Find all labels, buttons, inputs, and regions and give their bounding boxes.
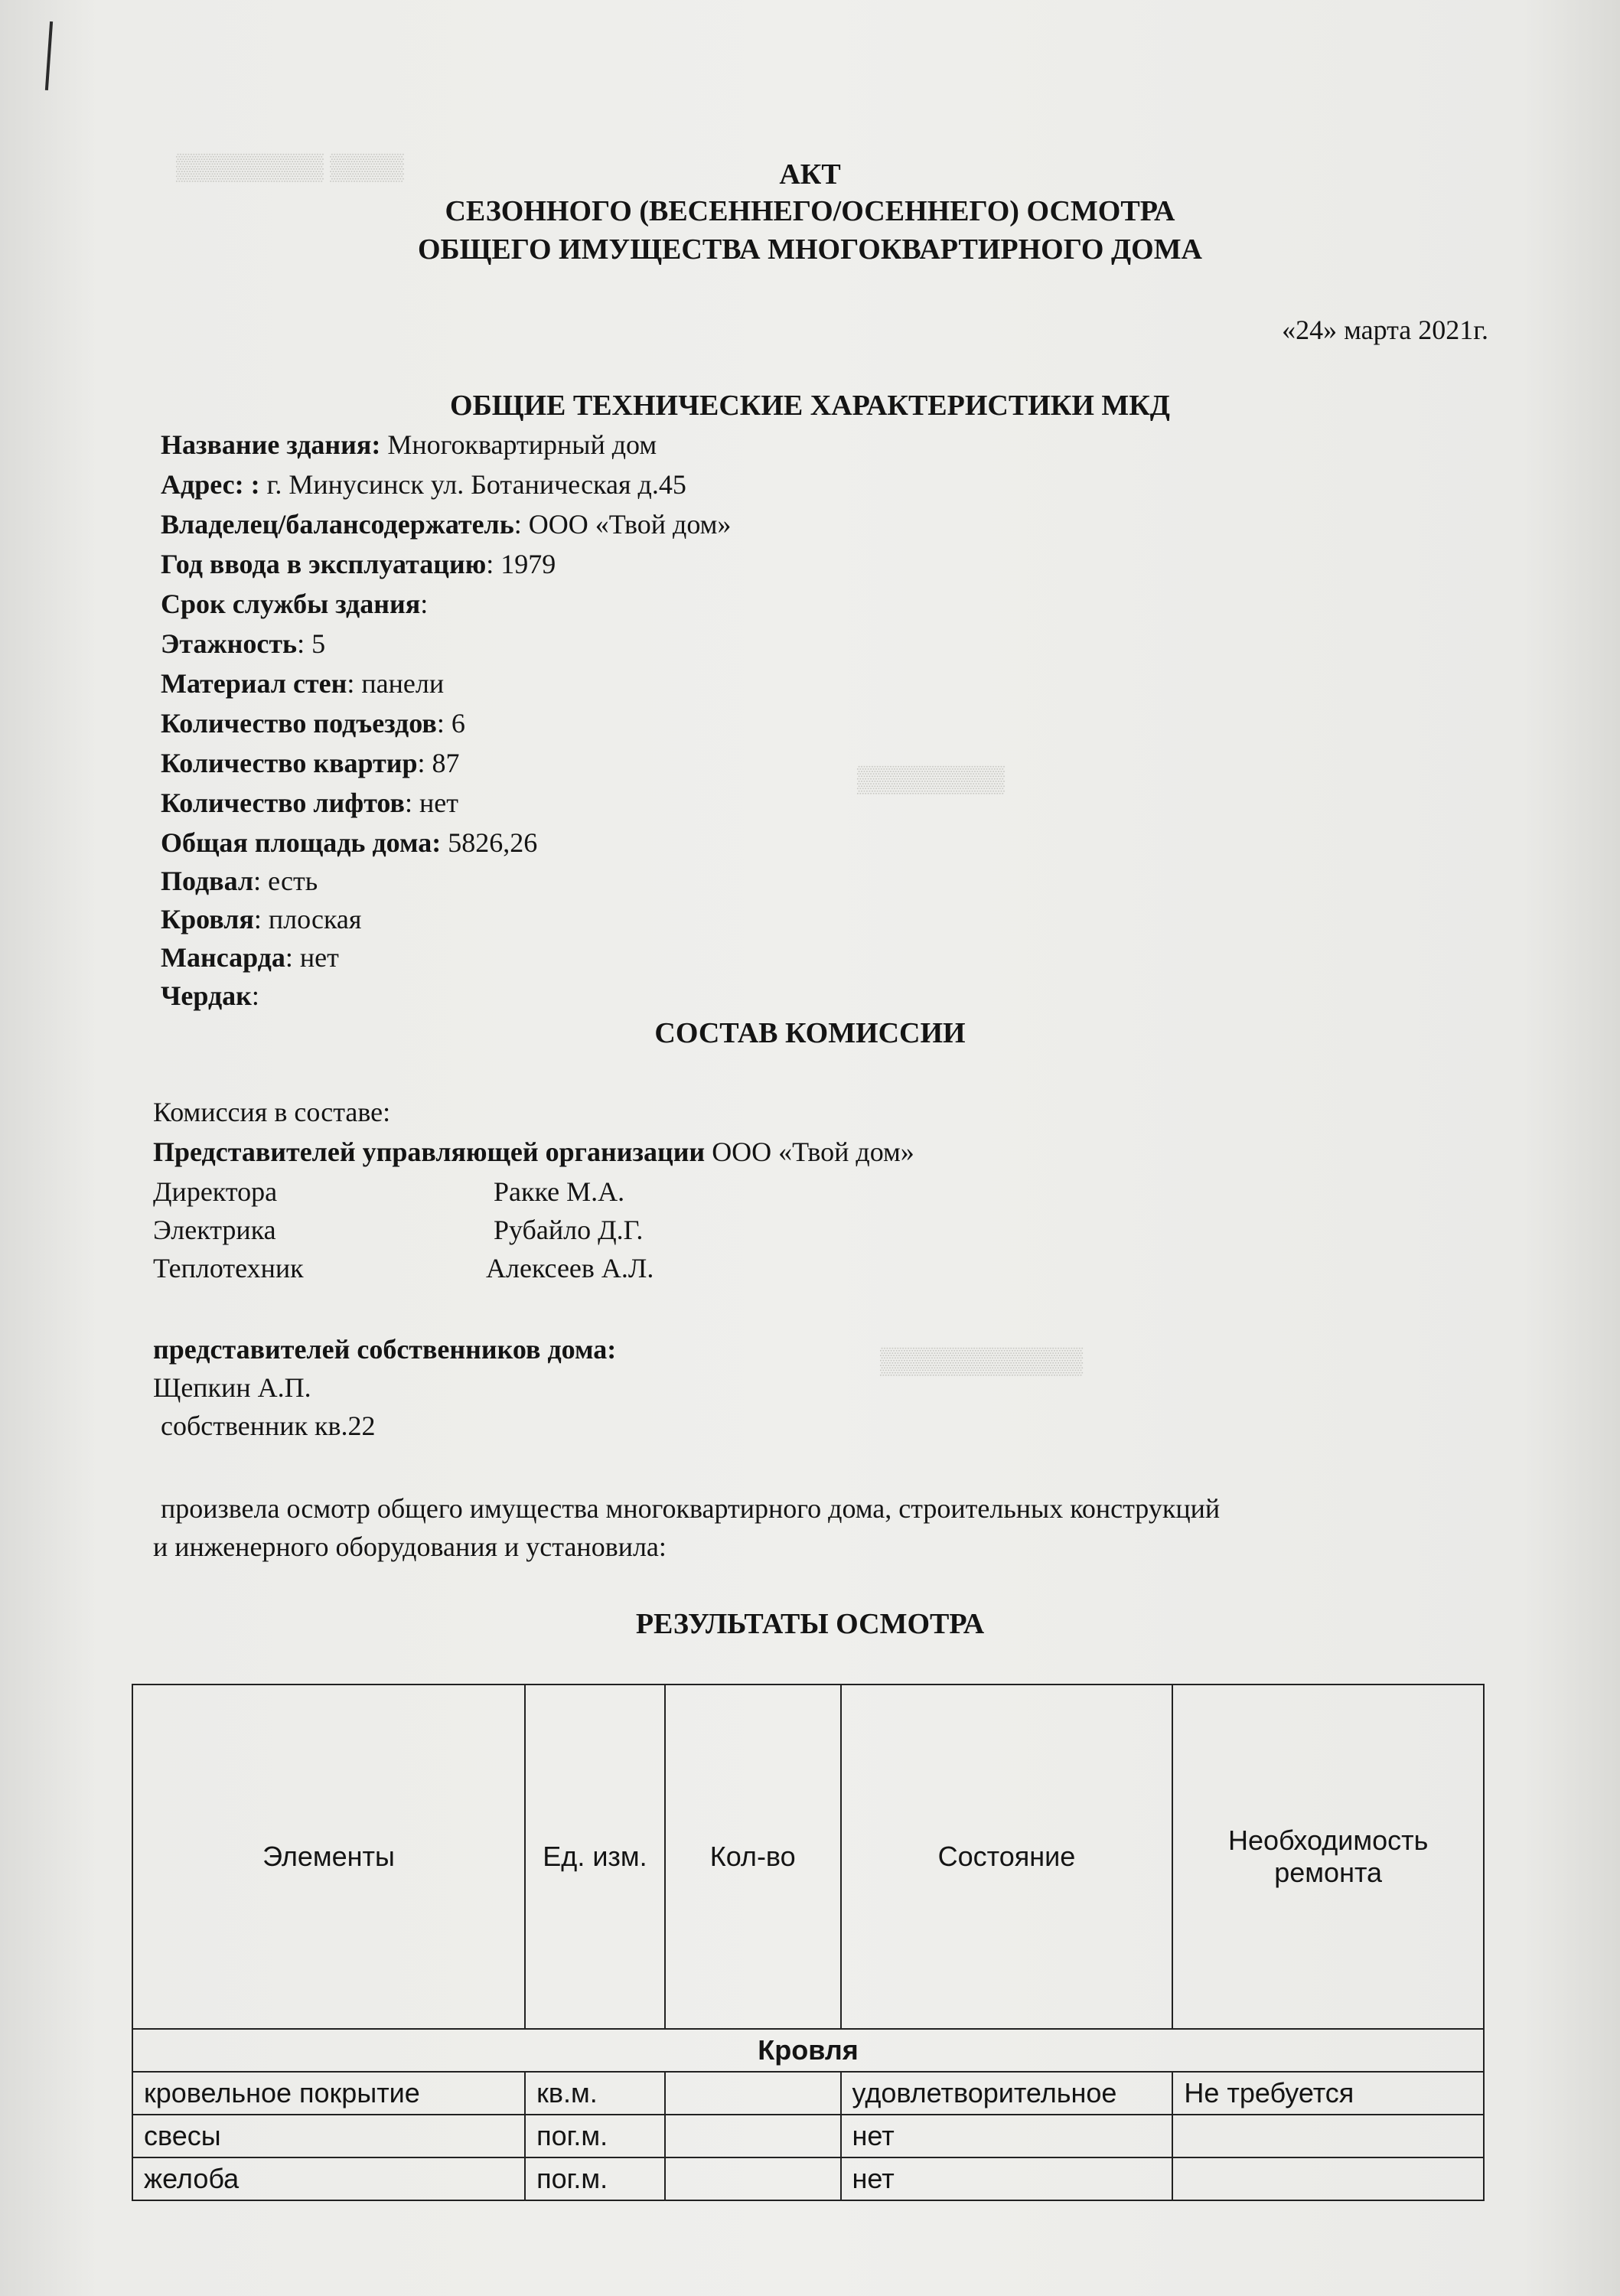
char-basement: Подвал: есть bbox=[161, 866, 318, 896]
member-role: Электрика bbox=[153, 1215, 276, 1245]
show-through: ▒▒▒▒▒▒▒▒▒▒▒ bbox=[880, 1347, 1083, 1375]
title-line-2: ОБЩЕГО ИМУЩЕСТВА МНОГОКВАРТИРНОГО ДОМА bbox=[417, 233, 1203, 266]
table-cell: нет bbox=[841, 2115, 1173, 2157]
char-owner: Владелец/балансодержатель: ООО «Твой дом» bbox=[161, 509, 732, 540]
show-through: ▒▒▒▒▒▒▒▒ ▒▒▒▒ bbox=[176, 153, 404, 181]
owner-name: Щепкин А.П. bbox=[153, 1372, 311, 1403]
table-cell: удовлетворительное bbox=[841, 2072, 1173, 2115]
table-header-row bbox=[132, 1684, 1484, 2029]
results-table bbox=[132, 1684, 1485, 2201]
commission-intro: Комиссия в составе: bbox=[153, 1097, 391, 1127]
char-year: Год ввода в эксплуатацию: 1979 bbox=[161, 549, 556, 579]
owner-apartment: собственник кв.22 bbox=[161, 1411, 376, 1441]
char-wall-material: Материал стен: панели bbox=[161, 668, 445, 699]
management-representatives: Представителей управляющей организации ООО «Твой дом» bbox=[153, 1137, 914, 1167]
char-total-area: Общая площадь дома: 5826,26 bbox=[161, 827, 538, 858]
statement-line-2: и инженерного оборудования и установила: bbox=[153, 1531, 667, 1562]
table-cell bbox=[1172, 2115, 1484, 2157]
results-heading: РЕЗУЛЬТАТЫ ОСМОТРА bbox=[635, 1608, 985, 1640]
table-cell: пог.м. bbox=[525, 2157, 665, 2200]
title-line-1: СЕЗОННОГО (ВЕСЕННЕГО/ОСЕННЕГО) ОСМОТРА bbox=[445, 195, 1175, 227]
table-cell: кровельное покрытие bbox=[132, 2072, 525, 2115]
table-row bbox=[132, 2157, 1484, 2200]
section-title: Кровля bbox=[132, 2029, 1484, 2072]
act-date: «24» марта 2021г. bbox=[1282, 315, 1488, 345]
characteristics-heading: ОБЩИЕ ТЕХНИЧЕСКИЕ ХАРАКТЕРИСТИКИ МКД bbox=[450, 390, 1170, 422]
table-cell: нет bbox=[841, 2157, 1173, 2200]
show-through: ▒▒▒▒▒▒▒▒ bbox=[857, 765, 1005, 794]
pen-mark bbox=[45, 21, 53, 90]
owners-heading: представителей собственников дома: bbox=[153, 1334, 617, 1365]
char-address: Адрес: : г. Минусинск ул. Ботаническая д.45 bbox=[161, 469, 686, 500]
member-name: Рубайло Д.Г. bbox=[494, 1215, 644, 1245]
member-name: Алексеев А.Л. bbox=[486, 1253, 654, 1283]
char-mansard: Мансарда: нет bbox=[161, 942, 339, 973]
char-elevators: Количество лифтов: нет bbox=[161, 788, 458, 818]
column-header: Ед. изм. bbox=[525, 1684, 665, 2029]
table-cell: Не требуется bbox=[1172, 2072, 1484, 2115]
table-cell bbox=[1172, 2157, 1484, 2200]
section-row bbox=[132, 2029, 1484, 2072]
table-row bbox=[132, 2072, 1484, 2115]
table-cell bbox=[665, 2115, 841, 2157]
member-role: Директора bbox=[153, 1176, 278, 1207]
table-cell bbox=[665, 2072, 841, 2115]
table-cell: пог.м. bbox=[525, 2115, 665, 2157]
column-header: Состояние bbox=[841, 1684, 1173, 2029]
char-service-life: Срок службы здания: bbox=[161, 589, 429, 619]
member-name: Ракке М.А. bbox=[494, 1176, 625, 1207]
act-label: АКТ bbox=[779, 158, 841, 191]
char-attic: Чердак: bbox=[161, 980, 259, 1011]
column-header: Элементы bbox=[132, 1684, 525, 2029]
char-floors: Этажность: 5 bbox=[161, 628, 326, 659]
table-cell: кв.м. bbox=[525, 2072, 665, 2115]
commission-heading: СОСТАВ КОМИССИИ bbox=[654, 1017, 966, 1049]
table-cell bbox=[665, 2157, 841, 2200]
char-apartments: Количество квартир: 87 bbox=[161, 748, 460, 778]
char-entrances: Количество подъездов: 6 bbox=[161, 708, 465, 739]
statement-line-1: произвела осмотр общего имущества многоквартирного дома, строительных конструкций bbox=[161, 1493, 1221, 1524]
table-cell: свесы bbox=[132, 2115, 525, 2157]
char-roof: Кровля: плоская bbox=[161, 904, 362, 934]
member-role: Теплотехник bbox=[153, 1253, 304, 1283]
char-building-name: Название здания: Многоквартирный дом bbox=[161, 429, 657, 460]
table-cell: желоба bbox=[132, 2157, 525, 2200]
table-row bbox=[132, 2115, 1484, 2157]
column-header: Кол-во bbox=[665, 1684, 841, 2029]
column-header: Необходимость ремонта bbox=[1172, 1684, 1484, 2029]
